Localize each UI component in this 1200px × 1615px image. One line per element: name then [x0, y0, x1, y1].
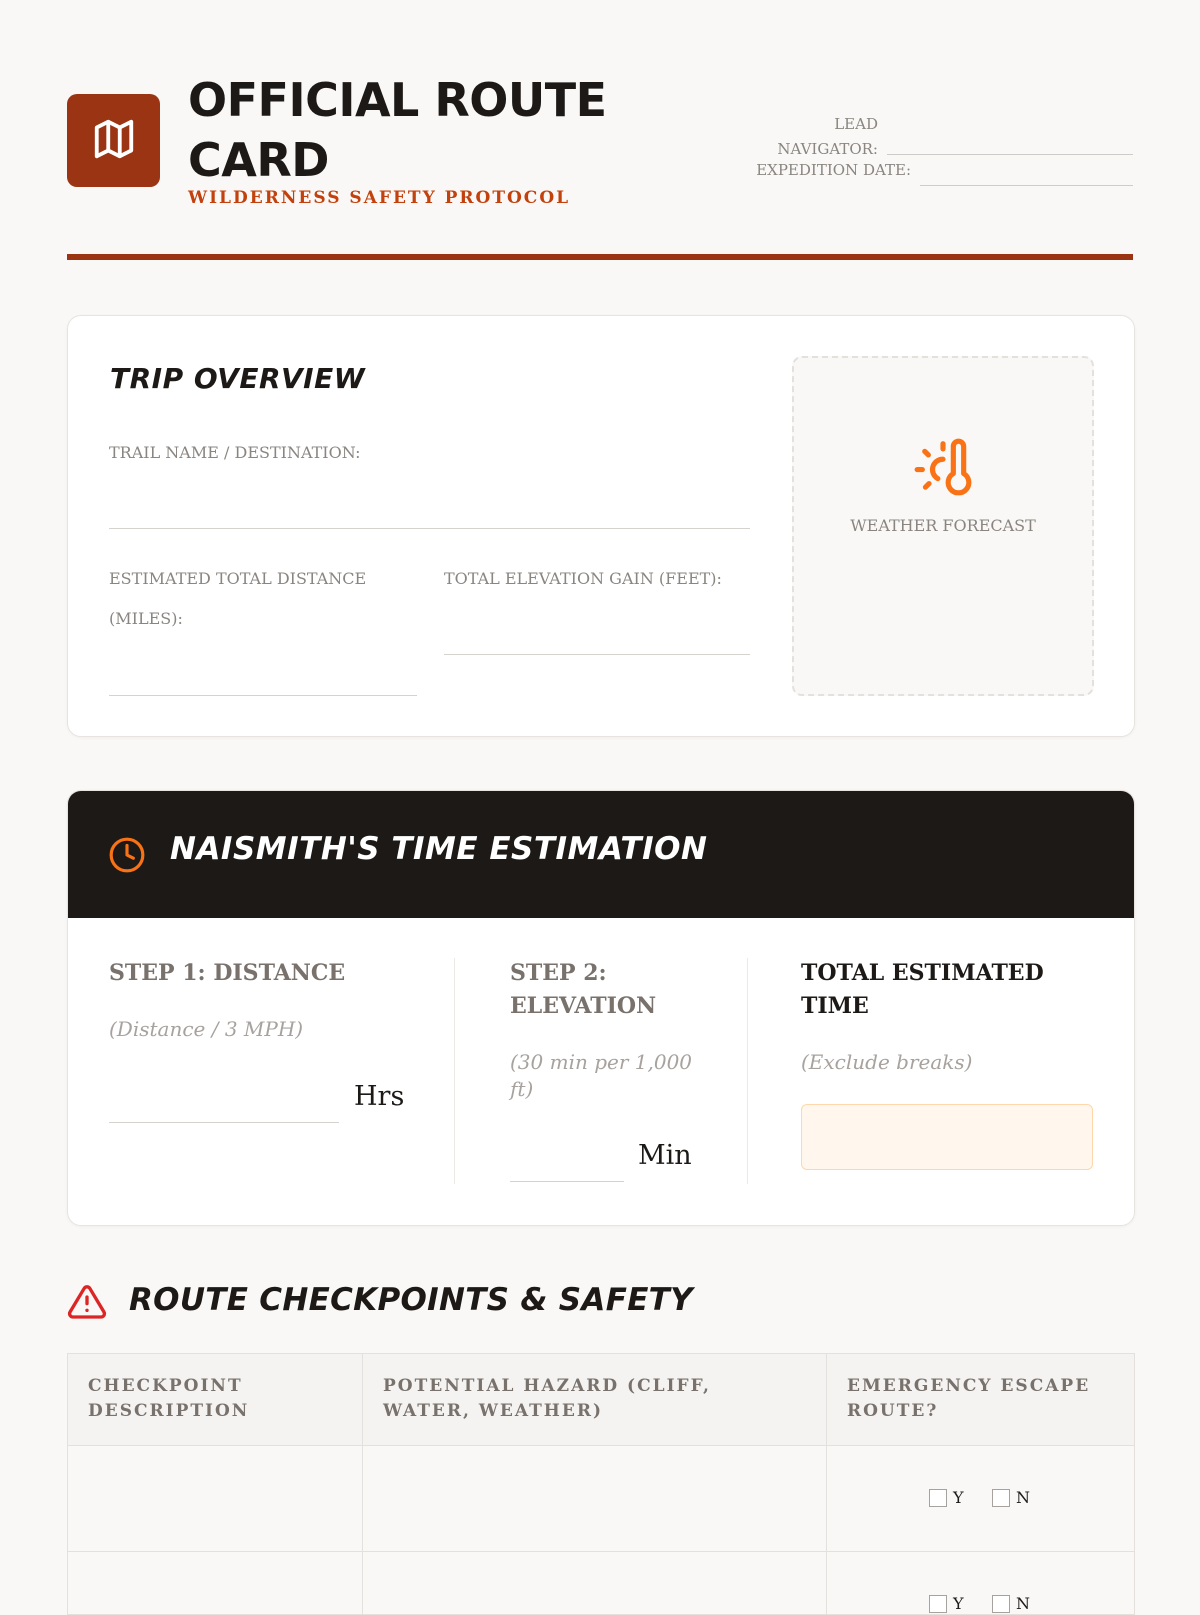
naismith-card [67, 790, 1135, 1226]
clock-icon [108, 836, 146, 878]
trip-overview-card [67, 315, 1135, 737]
weather-forecast-box[interactable] [792, 356, 1094, 696]
column-header-hazard: POTENTIAL HAZARD (CLIFF, WATER, WEATHER) [383, 1376, 711, 1421]
no-checkbox[interactable] [992, 1489, 1010, 1507]
header-meta [733, 92, 1133, 202]
route-title: ROUTE CHECKPOINTS & SAFETY [129, 1282, 693, 1318]
escape-no-option[interactable] [992, 1488, 1030, 1507]
thermometer-sun-icon [912, 436, 974, 502]
header-divider [67, 254, 1133, 260]
column-header-checkpoint: CHECKPOINT DESCRIPTION [88, 1376, 250, 1421]
logo [67, 94, 160, 187]
yes-checkbox[interactable] [929, 1489, 947, 1507]
weather-forecast-label: WEATHER FORECAST [850, 516, 1036, 535]
naismith-header [68, 791, 1134, 918]
route-section-header [67, 1282, 867, 1326]
trail-name-label: TRAIL NAME / DESTINATION: [109, 443, 361, 462]
lead-navigator-field[interactable] [887, 154, 1133, 155]
elevation-field[interactable] [444, 654, 750, 655]
page-title: OFFICIAL ROUTE CARD [188, 73, 607, 187]
step-divider [747, 958, 748, 1184]
step1-field[interactable] [109, 1122, 339, 1123]
lead-navigator-label: LEAD NAVIGATOR: [777, 115, 878, 158]
step2-unit: Min [638, 1140, 692, 1171]
distance-label: ESTIMATED TOTAL DISTANCE (MILES): [109, 569, 367, 628]
no-checkbox[interactable] [992, 1595, 1010, 1613]
elevation-label: TOTAL ELEVATION GAIN (FEET): [444, 569, 722, 588]
page-header [67, 70, 1133, 260]
yes-checkbox[interactable] [929, 1595, 947, 1613]
step2-note: (30 min per 1,000 ft) [510, 1050, 693, 1101]
column-header-escape: EMERGENCY ESCAPE ROUTE? [847, 1376, 1091, 1421]
table-header-row [68, 1354, 1134, 1446]
yes-label: Y [953, 1488, 964, 1507]
page-subtitle: WILDERNESS SAFETY PROTOCOL [188, 188, 571, 208]
hazard-cell[interactable] [363, 1446, 826, 1551]
map-icon [91, 116, 137, 166]
yes-label: Y [953, 1594, 964, 1613]
warning-triangle-icon [67, 1282, 107, 1326]
total-time-field[interactable] [801, 1104, 1093, 1170]
step1-note: (Distance / 3 MPH) [109, 1017, 304, 1041]
total-note: (Exclude breaks) [801, 1050, 973, 1074]
trip-overview-title: TRIP OVERVIEW [110, 362, 366, 395]
column-divider [826, 1354, 827, 1614]
expedition-date-field[interactable] [920, 185, 1133, 186]
no-label: N [1016, 1594, 1030, 1613]
checkpoints-table [67, 1353, 1135, 1615]
step-divider [454, 958, 455, 1184]
distance-field[interactable] [109, 695, 417, 696]
step2-title: STEP 2: ELEVATION [510, 960, 657, 1019]
escape-yes-option[interactable] [929, 1594, 964, 1613]
naismith-title: NAISMITH'S TIME ESTIMATION [170, 831, 708, 867]
expedition-date-label: EXPEDITION DATE: [756, 161, 911, 179]
step1-title: STEP 1: DISTANCE [109, 960, 346, 986]
total-title: TOTAL ESTIMATED TIME [801, 960, 1044, 1019]
step2-field[interactable] [510, 1181, 624, 1182]
trail-name-field[interactable] [109, 528, 750, 529]
escape-no-option[interactable] [992, 1594, 1030, 1613]
no-label: N [1016, 1488, 1030, 1507]
checkpoint-cell[interactable] [68, 1552, 362, 1614]
checkpoint-cell[interactable] [68, 1446, 362, 1551]
step1-unit: Hrs [354, 1081, 405, 1112]
escape-yes-option[interactable] [929, 1488, 964, 1507]
hazard-cell[interactable] [363, 1552, 826, 1614]
